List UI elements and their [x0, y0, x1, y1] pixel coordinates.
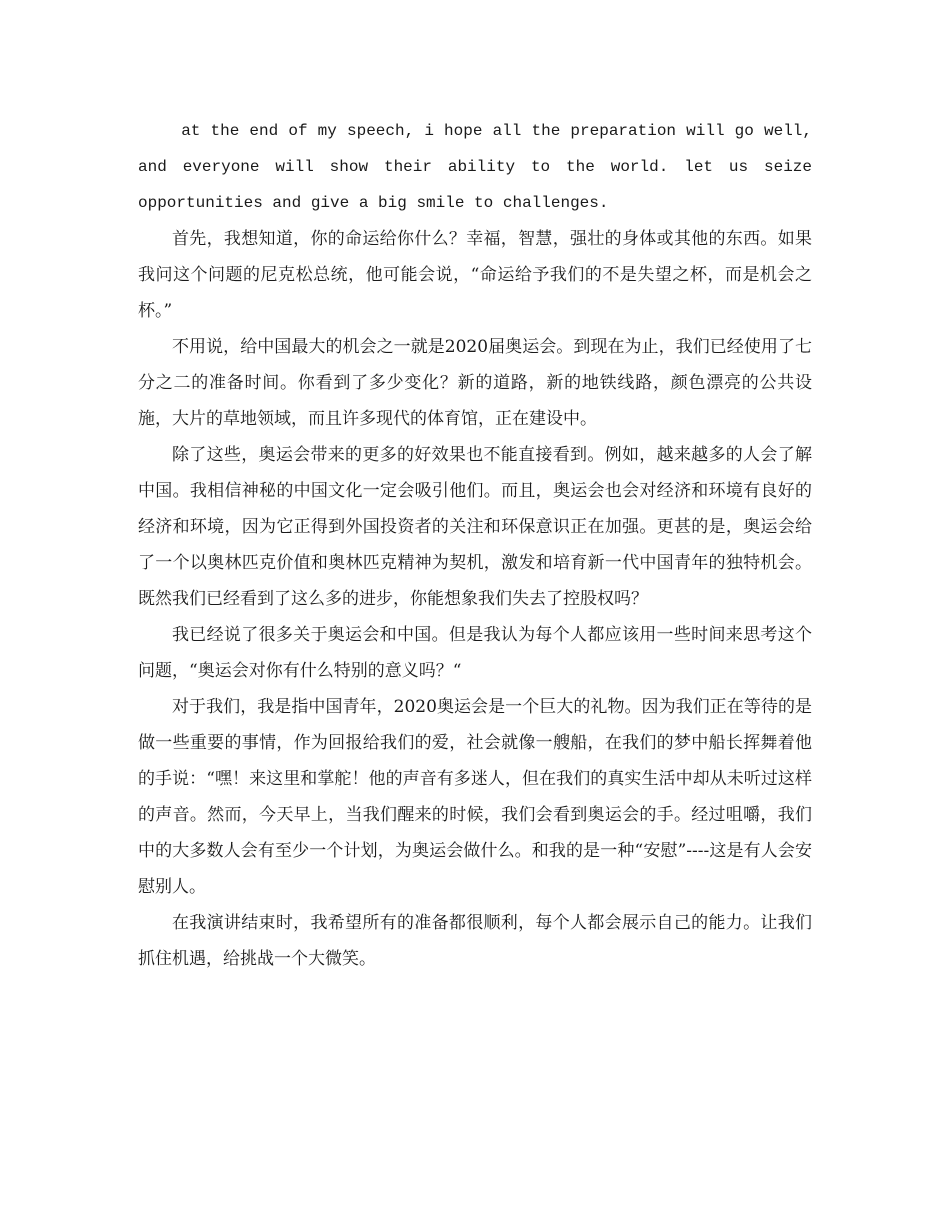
- paragraph-youth-gift: 对于我们，我是指中国青年，2020奥运会是一个巨大的礼物。因为我们正在等待的是做一些重要的事情，作为回报给我们的爱，社会就像一艘船，在我们的梦中船长挥舞着他的手说：“嘿！来这里和掌舵！他的声音有多迷人，但在我们的真实生活中却从未听过这样的声音。然而，今天早上，当我们醒来的时候，我们会看到奥运会的手。经过咀嚼，我们中的大多数人会有至少一个计划，为奥运会做什么。和我的是一种“安慰”----这是有人会安慰别人。: [138, 697, 812, 897]
- paragraph-olympic-opportunity: 不用说，给中国最大的机会之一就是2020届奥运会。到现在为止，我们已经使用了七分之二的准备时间。你看到了多少变化？新的道路，新的地铁线路，颜色漂亮的公共设施，大片的草地领域，而且许多现代的体育馆，正在建设中。: [138, 337, 812, 429]
- paragraph-olympic-effects: 除了这些，奥运会带来的更多的好效果也不能直接看到。例如，越来越多的人会了解中国。我相信神秘的中国文化一定会吸引他们。而且，奥运会也会对经济和环境有良好的经济和环境，因为它正得到外国投资者的关注和环保意识正在加强。更甚的是，奥运会给了一个以奥林匹克价值和奥林匹克精神为契机，激发和培育新一代中国青年的独特机会。既然我们已经看到了这么多的进步，你能想象我们失去了控股权吗？: [138, 445, 812, 609]
- paragraph-english-closing: at the end of my speech, i hope all the preparation will go well, and everyone will show their ability to the world. let us seize opportunities and give a big smile to challenges.: [138, 122, 812, 212]
- document-body: [138, 113, 812, 977]
- paragraph-destiny-question: 首先，我想知道，你的命运给你什么？幸福，智慧，强壮的身体或其他的东西。如果我问这个问题的尼克松总统，他可能会说，“命运给予我们的不是失望之杯，而是机会之杯。”: [138, 229, 812, 321]
- paragraph-chinese-closing: 在我演讲结束时，我希望所有的准备都很顺利，每个人都会展示自己的能力。让我们抓住机遇，给挑战一个大微笑。: [138, 913, 812, 969]
- paragraph-olympic-meaning: 我已经说了很多关于奥运会和中国。但是我认为每个人都应该用一些时间来思考这个问题，“奥运会对你有什么特别的意义吗？“: [138, 625, 812, 681]
